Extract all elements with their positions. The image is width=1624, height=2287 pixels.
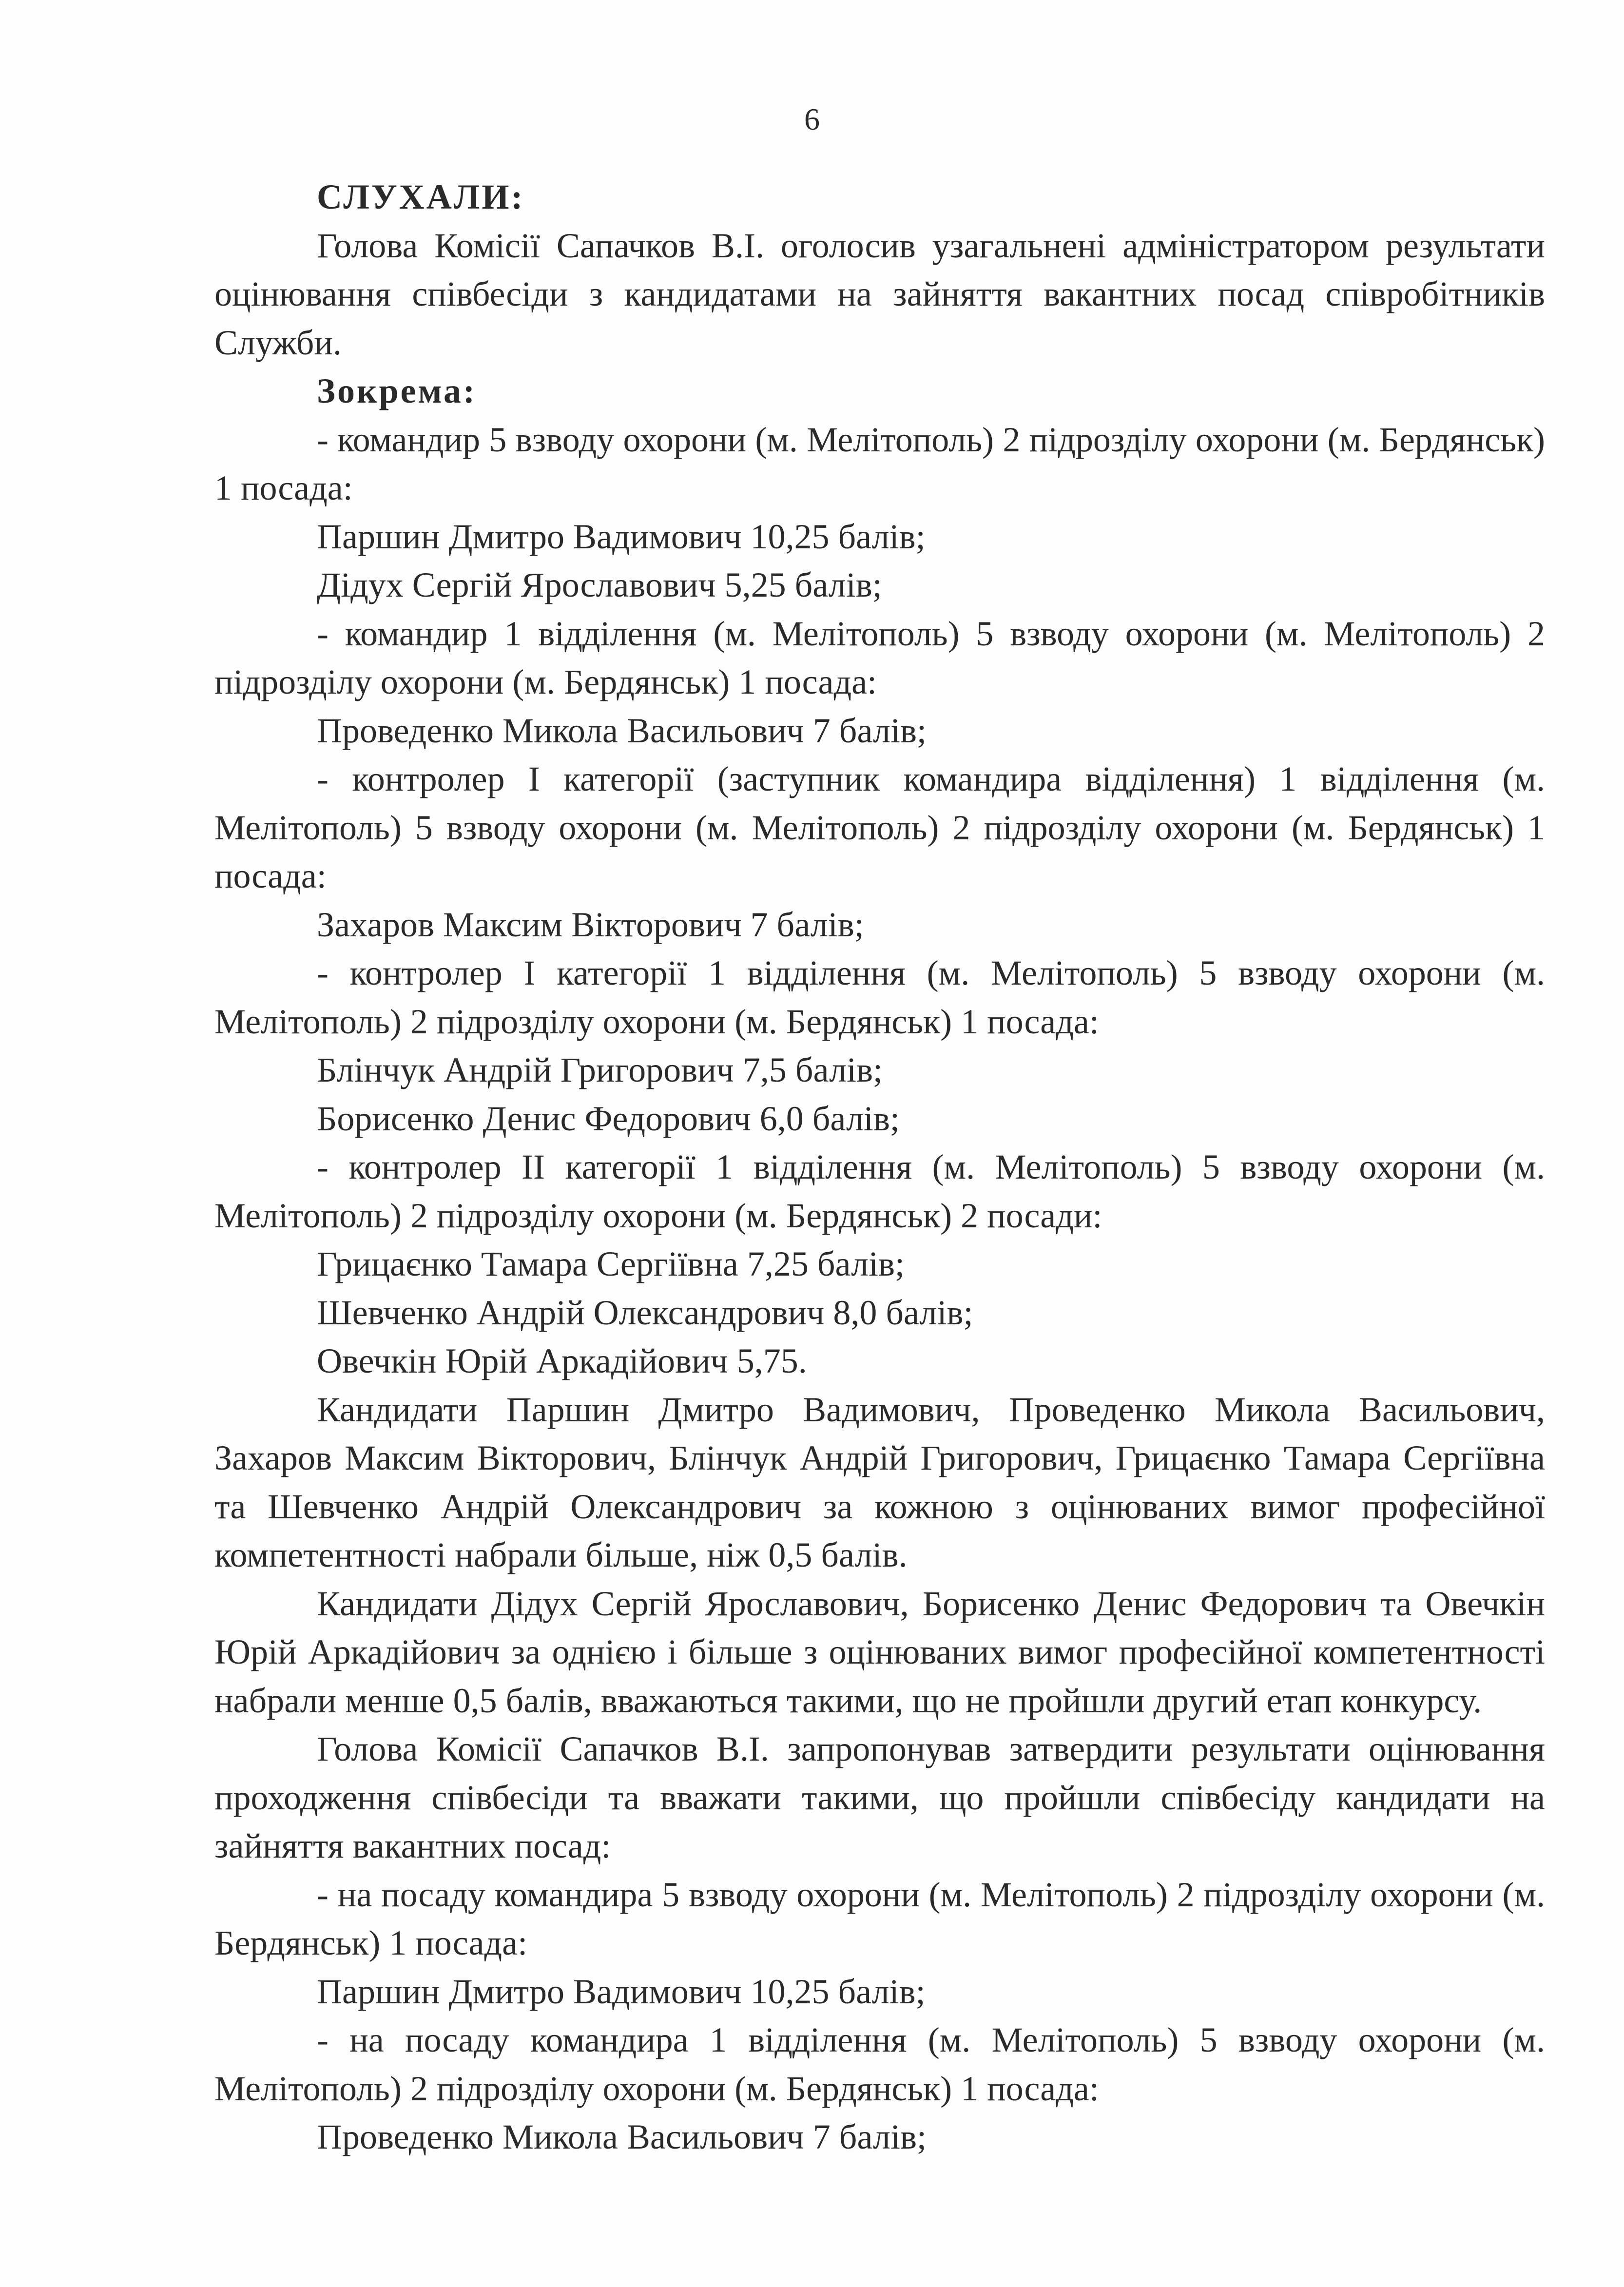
candidate-item: Грицаєнко Тамара Сергіївна 7,25 балів; <box>317 1244 905 1283</box>
position-item: - контролер I категорії (заступник командира відділення) 1 відділення (м. Мелітополь) 5 взводу охорони (м. Мелітополь) 2 підрозділу охорони (м. Бердянськ) 1 посада: <box>214 759 1545 895</box>
proposal-candidate-item: Паршин Дмитро Вадимович 10,25 балів; <box>317 1972 926 2011</box>
candidate-item: Овечкін Юрій Аркадійович 5,75. <box>317 1341 807 1380</box>
candidate-item: Блінчук Андрій Григорович 7,5 балів; <box>317 1050 883 1089</box>
passed-candidates-paragraph: Кандидати Паршин Дмитро Вадимович, Проведенко Микола Васильович, Захаров Максим Вікторович, Блінчук Андрій Григорович, Грицаєнко Тамара Сергіївна та Шевченко Андрій Олександрович за кожною з оцінюваних вимог професійної компетентності набрали більше, ніж 0,5 балів. <box>214 1390 1545 1574</box>
failed-candidates-paragraph: Кандидати Дідух Сергій Ярославович, Борисенко Денис Федорович та Овечкін Юрій Аркадійович за однією і більше з оцінюваних вимог професійної компетентності набрали менше 0,5 балів, вважаються такими, що не пройшли другий етап конкурсу. <box>214 1584 1545 1720</box>
document-body <box>214 173 1545 2162</box>
section-heading: СЛУХАЛИ: <box>317 177 525 216</box>
candidate-item: Захаров Максим Вікторович 7 балів; <box>317 905 864 944</box>
intro-paragraph: Голова Комісії Сапачков В.І. оголосив узагальнені адміністратором результати оцінювання співбесіди з кандидатами на зайняття вакантних посад співробітників Служби. <box>214 226 1545 362</box>
position-item: - командир 5 взводу охорони (м. Мелітополь) 2 підрозділу охорони (м. Бердянськ) 1 посада: <box>214 420 1545 507</box>
proposal-candidate-item: Проведенко Микола Васильович 7 балів; <box>317 2117 927 2156</box>
proposal-position-item: - на посаду командира 1 відділення (м. Мелітополь) 5 взводу охорони (м. Мелітополь) 2 підрозділу охорони (м. Бердянськ) 1 посада: <box>214 2020 1545 2108</box>
candidate-item: Паршин Дмитро Вадимович 10,25 балів; <box>317 517 926 556</box>
candidate-item: Борисенко Денис Федорович 6,0 балів; <box>317 1099 900 1138</box>
candidate-item: Дідух Сергій Ярославович 5,25 балів; <box>317 565 882 604</box>
proposal-position-item: - на посаду командира 5 взводу охорони (м. Мелітополь) 2 підрозділу охорони (м. Бердянськ) 1 посада: <box>214 1875 1545 1962</box>
proposal-paragraph: Голова Комісії Сапачков В.І. запропонував затвердити результати оцінювання проходження співбесіди та вважати такими, що пройшли співбесіду кандидати на зайняття вакантних посад: <box>214 1729 1545 1865</box>
page-number: 6 <box>804 102 820 136</box>
position-item: - контролер II категорії 1 відділення (м. Мелітополь) 5 взводу охорони (м. Мелітополь) 2 підрозділу охорони (м. Бердянськ) 2 посади: <box>214 1147 1545 1235</box>
subheading: Зокрема: <box>317 371 477 410</box>
position-item: - контролер I категорії 1 відділення (м. Мелітополь) 5 взводу охорони (м. Мелітополь) 2 підрозділу охорони (м. Бердянськ) 1 посада: <box>214 953 1545 1041</box>
position-item: - командир 1 відділення (м. Мелітополь) 5 взводу охорони (м. Мелітополь) 2 підрозділу охорони (м. Бердянськ) 1 посада: <box>214 614 1545 701</box>
candidate-item: Проведенко Микола Васильович 7 балів; <box>317 711 927 750</box>
candidate-item: Шевченко Андрій Олександрович 8,0 балів; <box>317 1293 973 1332</box>
